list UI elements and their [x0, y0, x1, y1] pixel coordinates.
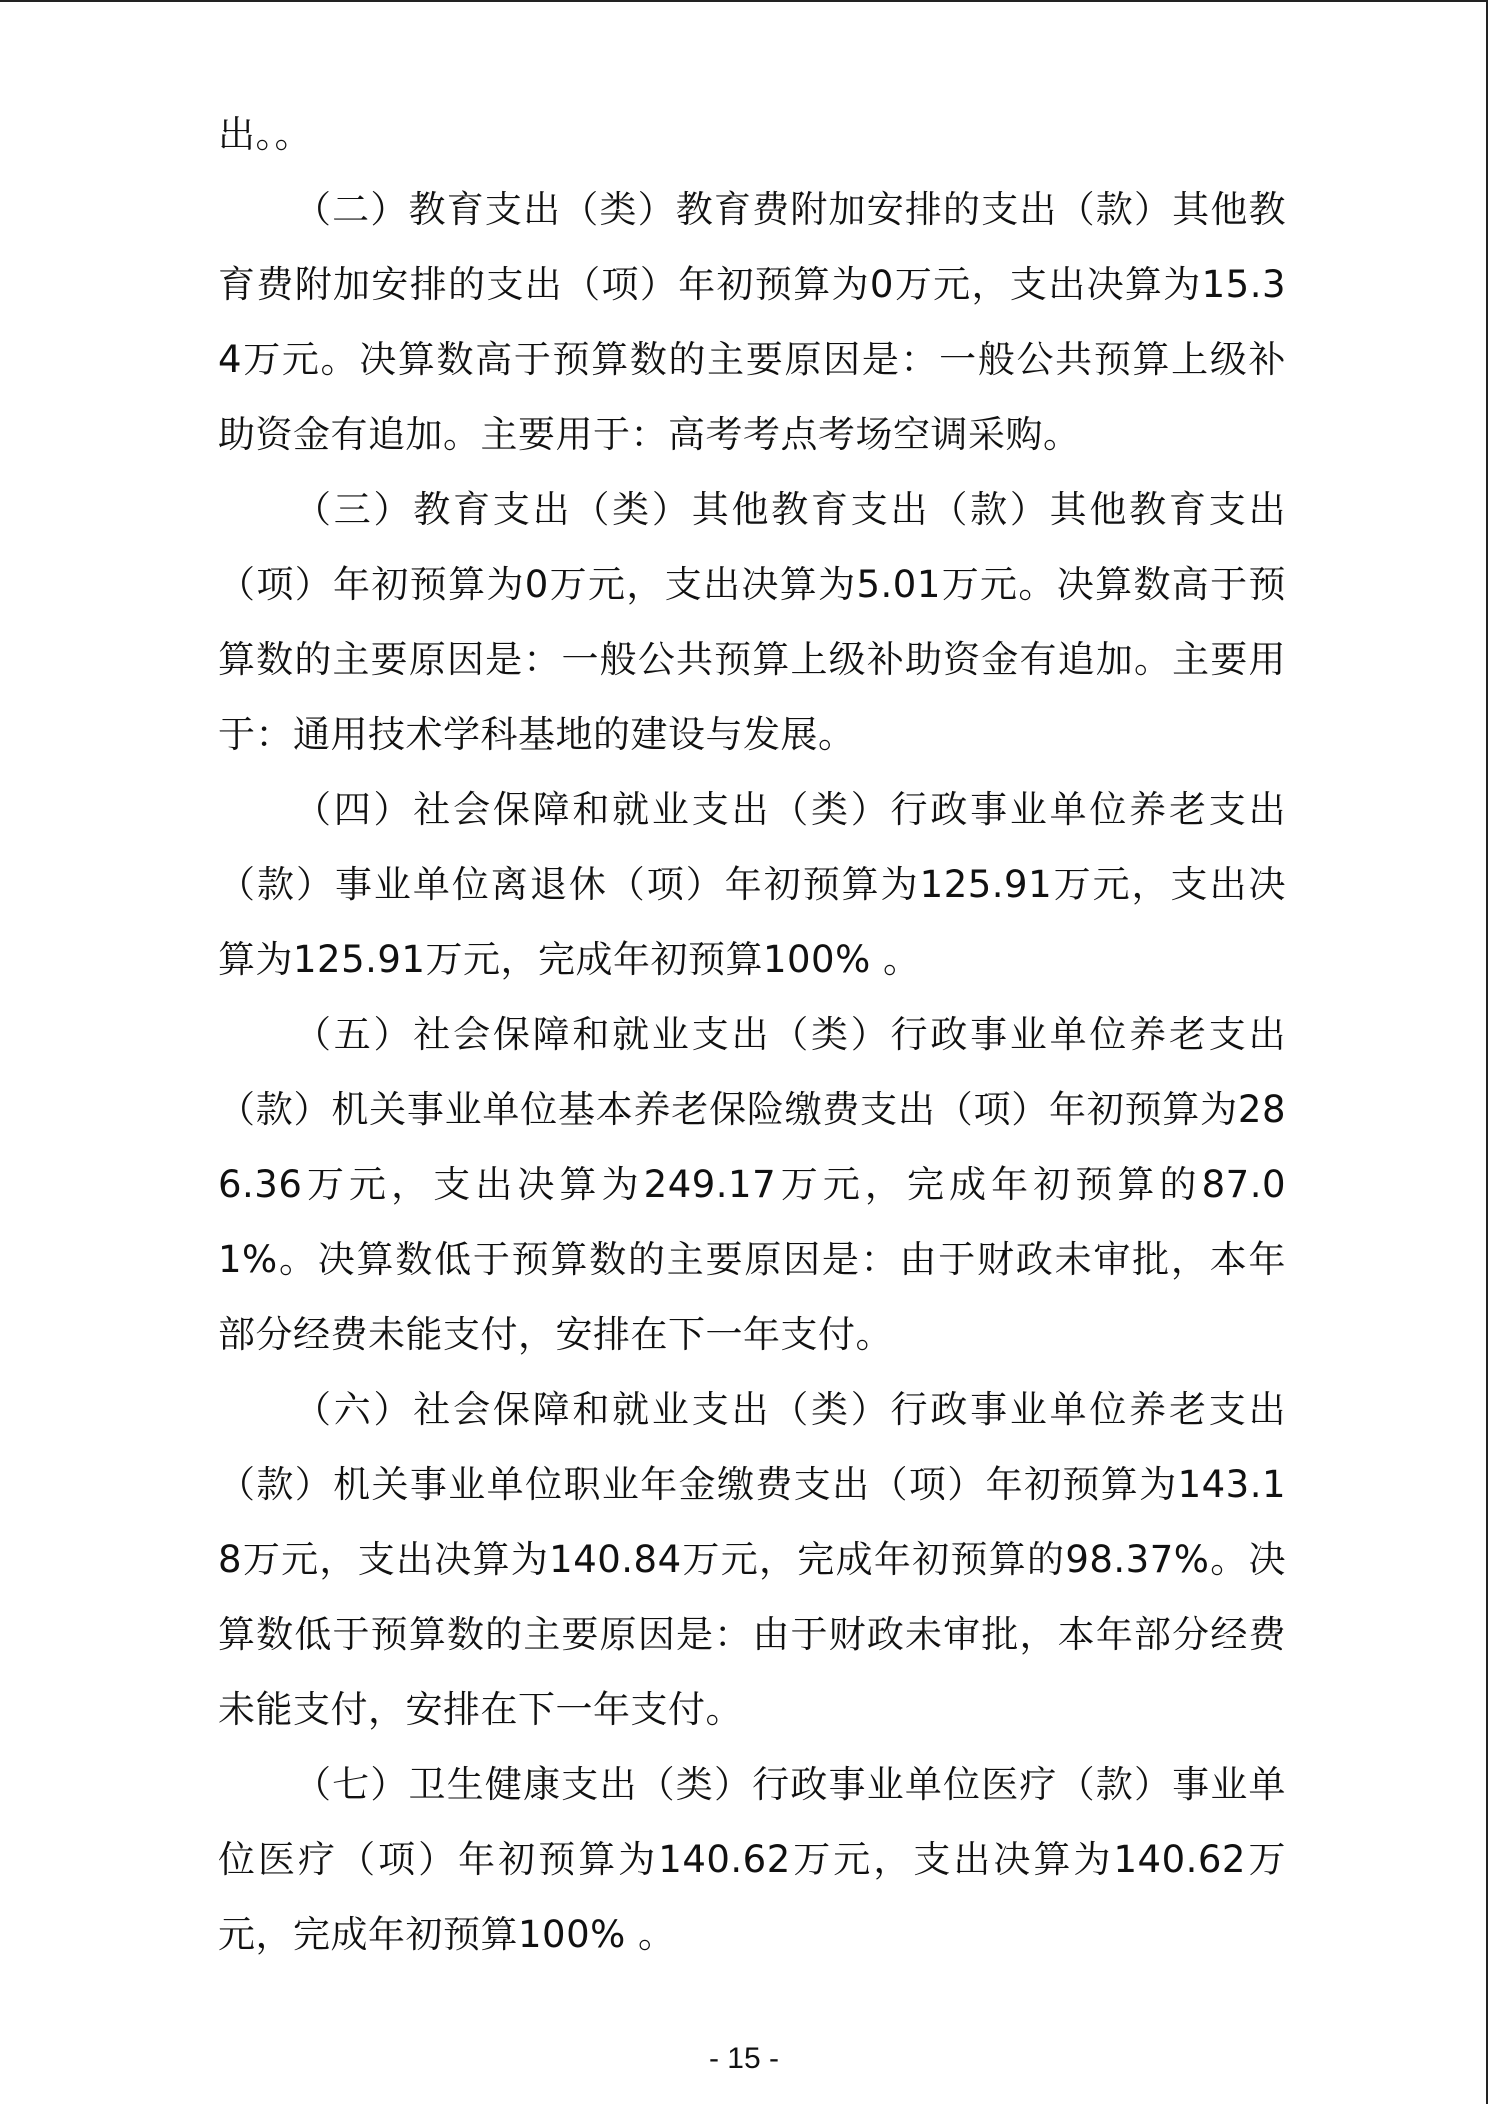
- paragraph-other-education: （三）教育支出（类）其他教育支出（款）其他教育支出（项）年初预算为0万元，支出决算为5.01万元。决算数高于预算数的主要原因是：一般公共预算上级补助资金有追加。主要用于：通用技术学科基地的建设与发展。: [218, 488, 1286, 756]
- paragraph-education-surcharge: （二）教育支出（类）教育费附加安排的支出（款）其他教育费附加安排的支出（项）年初预算为0万元，支出决算为15.34万元。决算数高于预算数的主要原因是：一般公共预算上级补助资金有追加。主要用于：高考考点考场空调采购。: [218, 188, 1286, 456]
- paragraph-continuation: 出。。: [218, 113, 312, 156]
- page-number: - 15 -: [708, 2042, 780, 2075]
- paragraph-retirement: （四）社会保障和就业支出（类）行政事业单位养老支出（款）事业单位离退休（项）年初预算为125.91万元，支出决算为125.91万元，完成年初预算100% 。: [218, 788, 1286, 981]
- paragraph-medical: （七）卫生健康支出（类）行政事业单位医疗（款）事业单位医疗（项）年初预算为140.62万元，支出决算为140.62万元，完成年初预算100% 。: [218, 1763, 1286, 1956]
- paragraph-occupational-annuity: （六）社会保障和就业支出（类）行政事业单位养老支出（款）机关事业单位职业年金缴费支出（项）年初预算为143.18万元，支出决算为140.84万元，完成年初预算的98.37%。决算数低于预算数的主要原因是：由于财政未审批，本年部分经费未能支付，安排在下一年支付。: [218, 1388, 1286, 1731]
- paragraph-pension-insurance: （五）社会保障和就业支出（类）行政事业单位养老支出（款）机关事业单位基本养老保险缴费支出（项）年初预算为286.36万元，支出决算为249.17万元，完成年初预算的87.01%。决算数低于预算数的主要原因是：由于财政未审批，本年部分经费未能支付，安排在下一年支付。: [218, 1013, 1286, 1356]
- document-body: [218, 97, 1286, 1972]
